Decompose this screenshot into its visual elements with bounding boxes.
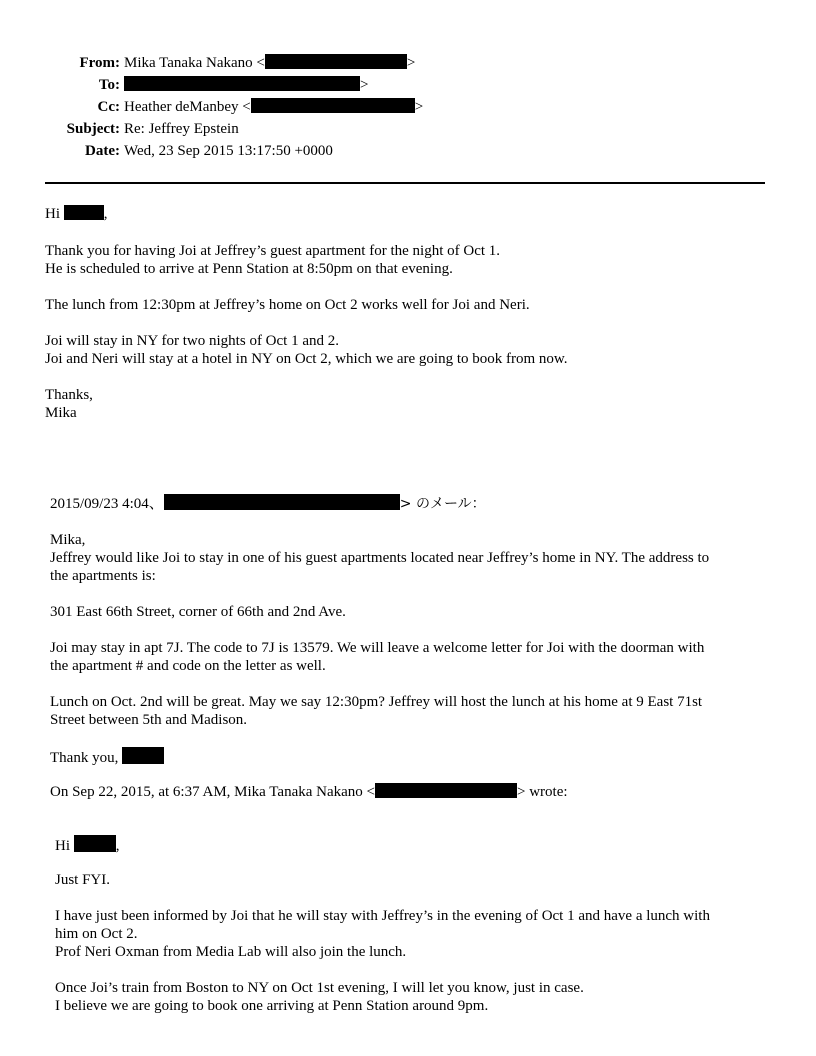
redaction-block xyxy=(124,76,360,91)
quoted-salutation: Mika, xyxy=(50,532,86,548)
subject-row xyxy=(0,120,816,142)
quoted-p3-line2: Street between 5th and Madison. xyxy=(50,712,248,728)
email-header xyxy=(0,54,816,164)
quoted2-p1-line1: I have just been informed by Joi that he will stay with Jeffrey’s in the evening of Oct 1 and have a lunch with xyxy=(55,908,710,924)
reply-p2: The lunch from 12:30pm at Jeffrey’s home on Oct 2 works well for Joi and Neri. xyxy=(45,297,530,313)
reply-p1-line1: Thank you for having Joi at Jeffrey’s guest apartment for the night of Oct 1. xyxy=(45,243,501,259)
header-divider xyxy=(45,182,765,184)
to-close: > xyxy=(360,77,369,93)
greeting-comma: , xyxy=(103,206,108,222)
from-row xyxy=(0,54,816,76)
quoted-p3-line1: Lunch on Oct. 2nd will be great. May we say 12:30pm? Jeffrey will host the lunch at his home at 9 East 71st xyxy=(50,694,703,710)
date-value: Wed, 23 Sep 2015 13:17:50 +0000 xyxy=(124,143,333,159)
to-row xyxy=(0,76,816,98)
date-label: Date: xyxy=(85,143,120,159)
quoted2-fyi: Just FYI. xyxy=(55,872,111,888)
cc-close: > xyxy=(414,99,424,115)
quoted2-p1-line3: Prof Neri Oxman from Media Lab will also join the lunch. xyxy=(55,944,407,960)
reply-signoff: Thanks, xyxy=(45,387,93,403)
redaction-block xyxy=(122,747,164,764)
quoted-thanks xyxy=(50,747,164,767)
cc-label: Cc: xyxy=(97,99,120,115)
redaction-block xyxy=(265,54,407,69)
reply-greeting xyxy=(45,205,108,223)
attribution2-suffix: > wrote: xyxy=(517,784,568,800)
greeting-comma: , xyxy=(115,838,120,854)
quoted-p2-line1: Joi may stay in apt 7J. The code to 7J is 13579. We will leave a welcome letter for Joi with the doorman with xyxy=(50,640,705,656)
quoted-p1-line2: the apartments is: xyxy=(50,568,156,584)
subject-value: Re: Jeffrey Epstein xyxy=(124,121,239,137)
reply-p3-line2: Joi and Neri will stay at a hotel in NY on Oct 2, which we are going to book from now. xyxy=(45,351,568,367)
quoted2-p1-line2: him on Oct 2. xyxy=(55,926,138,942)
cc-value xyxy=(124,98,423,116)
quoted-p1-line1: Jeffrey would like Joi to stay in one of his guest apartments located near Jeffrey’s home in NY. The address to xyxy=(50,550,710,566)
quoted2-p2-line1: Once Joi’s train from Boston to NY on Oct 1st evening, I will let you know, just in case. xyxy=(55,980,584,996)
thanks-text: Thank you, xyxy=(50,750,119,766)
reply-p3-line1: Joi will stay in NY for two nights of Oct 1 and 2. xyxy=(45,333,340,349)
to-label: To: xyxy=(98,77,120,93)
attribution-suffix: > のメール： xyxy=(399,496,486,512)
from-close: > xyxy=(406,55,416,71)
quoted-attribution2 xyxy=(50,783,568,801)
quoted-attribution xyxy=(50,494,486,513)
quoted-address: 301 East 66th Street, corner of 66th and 2nd Ave. xyxy=(50,604,346,620)
reply-name: Mika xyxy=(45,405,77,421)
attribution2-text: On Sep 22, 2015, at 6:37 AM, Mika Tanaka Nakano < xyxy=(50,784,376,800)
redaction-block xyxy=(74,835,116,852)
cc-row xyxy=(0,98,816,120)
quoted2-p2-line2: I believe we are going to book one arriving at Penn Station around 9pm. xyxy=(55,998,489,1014)
subject-label: Subject: xyxy=(66,121,120,137)
quoted-p2-line2: the apartment # and code on the letter as well. xyxy=(50,658,326,674)
redaction-block xyxy=(64,205,104,220)
greeting-text: Hi xyxy=(55,838,70,854)
date-row xyxy=(0,142,816,164)
redaction-block xyxy=(164,494,400,510)
from-value xyxy=(124,54,415,72)
greeting-text: Hi xyxy=(45,206,60,222)
attribution-date: 2015/09/23 4:04、 xyxy=(50,496,164,512)
redaction-block xyxy=(375,783,517,798)
to-value xyxy=(124,76,368,94)
from-name: Mika Tanaka Nakano < xyxy=(124,55,265,71)
cc-name: Heather deManbey < xyxy=(124,99,251,115)
from-label: From: xyxy=(79,55,120,71)
quoted2-greeting xyxy=(55,835,120,855)
redaction-block xyxy=(251,98,415,113)
reply-p1-line2: He is scheduled to arrive at Penn Station at 8:50pm on that evening. xyxy=(45,261,453,277)
